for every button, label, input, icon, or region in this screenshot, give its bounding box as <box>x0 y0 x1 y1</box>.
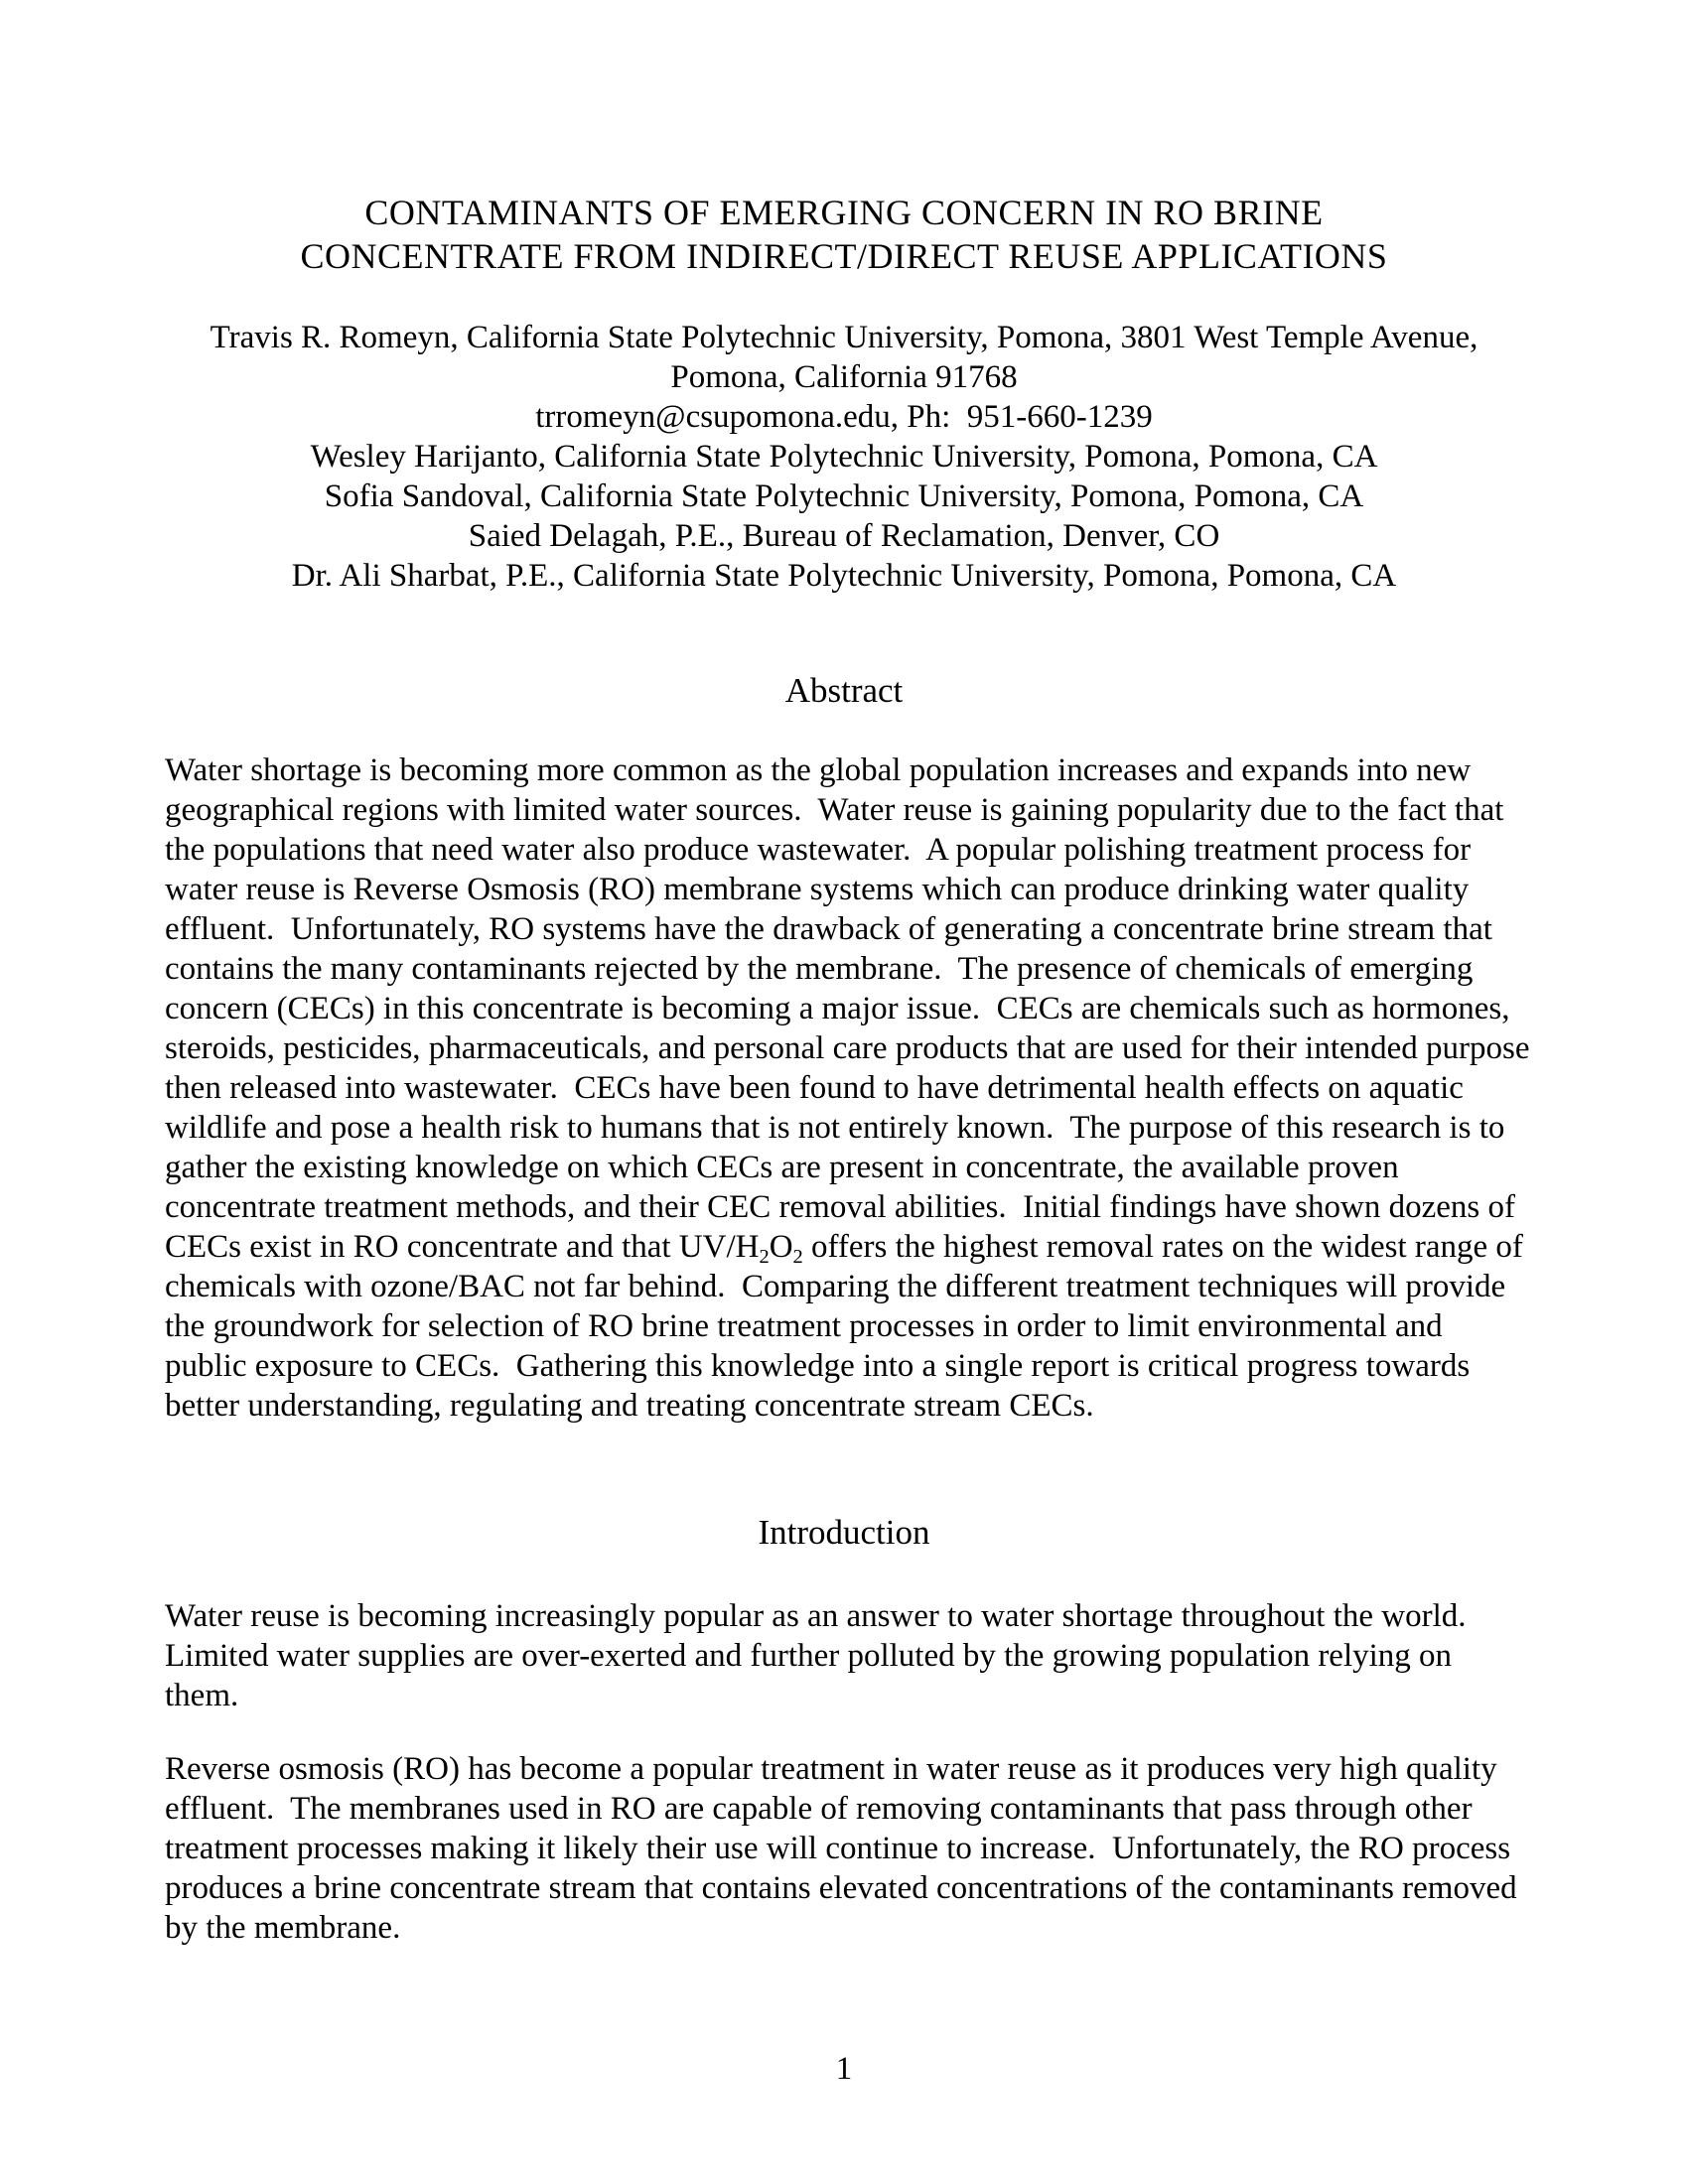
author-line-7: Dr. Ali Sharbat, P.E., California State Polytechnic University, Pomona, Pomona, CA <box>291 558 1397 594</box>
author-line-3: trromeyn@csupomona.edu, Ph: 951-660-1239 <box>535 399 1153 435</box>
author-line-4: Wesley Harijanto, California State Polytechnic University, Pomona, Pomona, CA <box>310 439 1378 475</box>
h2o2-subscript-2: 2 <box>792 1245 803 1268</box>
abstract-text-before-subscript: Water shortage is becoming more common as the global population increases and expands into new geographical regions with limited water sources. Water reuse is gaining popularity due to the fact that the populations that need water also produce wastewater. A popular polishing treatment process for water reuse is Reverse Osmosis (RO) membrane systems which can produce drinking water quality effluent. Unfortunately, RO systems have the drawback of generating a concentrate brine stream that contains the many contaminants rejected by the membrane. The presence of chemicals of emerging concern (CECs) in this concentrate is becoming a major issue. CECs are chemicals such as hormones, steroids, pesticides, pharmaceuticals, and personal care products that are used for their intended purpose then released into wastewater. CECs have been found to have detrimental health effects on aquatic wildlife and pose a health risk to humans that is not entirely known. The purpose of this research is to gather the existing knowledge on which CECs are present in concentrate, the available proven concentrate treatment methods, and their CEC removal abilities. Initial findings have shown dozens of CECs exist in RO concentrate and that UV/H <box>165 752 1538 1265</box>
abstract-heading: Abstract <box>784 671 904 710</box>
abstract-text-between-subscripts: O <box>769 1229 793 1265</box>
author-line-1: Travis R. Romeyn, California State Polytechnic University, Pomona, 3801 West Temple Avenue, <box>210 320 1478 355</box>
introduction-paragraph-1: Water reuse is becoming increasingly popular as an answer to water shortage throughout the world. Limited water supplies are over-exerted and further polluted by the growing population relying on them. <box>165 1598 1483 1713</box>
title-line-1: CONTAMINANTS OF EMERGING CONCERN IN RO BRINE <box>364 193 1324 232</box>
author-line-2: Pomona, California 91768 <box>670 359 1018 395</box>
author-line-5: Sofia Sandoval, California State Polytechnic University, Pomona, Pomona, CA <box>324 478 1364 514</box>
author-line-6: Saied Delagah, P.E., Bureau of Reclamation, Denver, CO <box>468 518 1220 554</box>
title-line-2: CONCENTRATE FROM INDIRECT/DIRECT REUSE APPLICATIONS <box>300 236 1388 276</box>
introduction-heading: Introduction <box>758 1513 930 1552</box>
page-number: 1 <box>835 2051 853 2087</box>
paper-title <box>0 191 1688 278</box>
introduction-paragraph-2: Reverse osmosis (RO) has become a popular treatment in water reuse as it produces very high quality effluent. The membranes used in RO are capable of removing contaminants that pass through other treatment processes making it likely their use will continue to increase. Unfortunately, the RO process produces a brine concentrate stream that contains elevated concentrations of the contaminants removed by the membrane. <box>165 1751 1525 1946</box>
author-block <box>0 318 1688 596</box>
abstract-paragraph <box>165 751 1538 1426</box>
h2o2-subscript-1: 2 <box>759 1245 770 1268</box>
abstract-text-after-subscript: offers the highest removal rates on the widest range of chemicals with ozone/BAC not far behind. Comparing the different treatment techniques will provide the groundwork for selection of RO brine treatment processes in order to limit environmental and public exposure to CECs. Gathering this knowledge into a single report is critical progress towards better understanding, regulating and treating concentrate stream CECs. <box>165 1229 1532 1424</box>
